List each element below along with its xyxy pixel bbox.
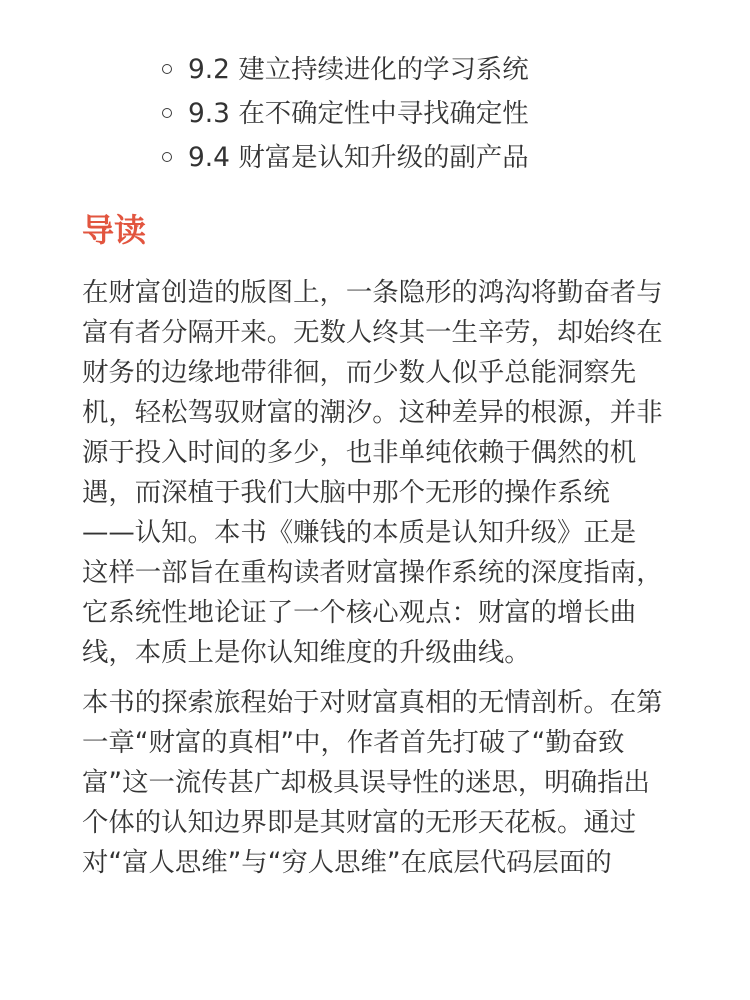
paragraph-line: ——认知。本书《赚钱的本质是认知升级》正是: [82, 517, 637, 548]
paragraph-line: 个体的认知边界即是其财富的无形天花板。通过: [82, 807, 637, 838]
paragraph-line: 机，轻松驾驭财富的潮汐。这种差异的根源，并非: [82, 397, 663, 428]
toc-item-9-2: [0, 48, 750, 92]
paragraph-line: 本书的探索旅程始于对财富真相的无情剖析。在第: [82, 687, 663, 718]
hollow-circle-bullet-icon: [162, 64, 172, 74]
paragraph-line: 源于投入时间的多少，也非单纯依赖于偶然的机: [82, 437, 637, 468]
toc-sublist: [0, 48, 750, 180]
paragraph-line: 富有者分隔开来。无数人终其一生辛劳，却始终在: [82, 317, 663, 348]
toc-item-9-4: [0, 136, 750, 180]
paragraph-line: 一章“财富的真相”中，作者首先打破了“勤奋致: [82, 727, 625, 758]
paragraph-line: 在财富创造的版图上，一条隐形的鸿沟将勤奋者与: [82, 277, 663, 308]
toc-item-label: 9.3 在不确定性中寻找确定性: [188, 98, 529, 129]
intro-paragraph-2: [82, 683, 682, 883]
paragraph-line: 这样一部旨在重构读者财富操作系统的深度指南，: [82, 557, 663, 588]
paragraph-line: 遇，而深植于我们大脑中那个无形的操作系统: [82, 477, 610, 508]
hollow-circle-bullet-icon: [162, 152, 172, 162]
toc-item-label: 9.4 财富是认知升级的副产品: [188, 142, 529, 173]
paragraph-line: 财务的边缘地带徘徊，而少数人似乎总能洞察先: [82, 357, 637, 388]
intro-paragraph-1: [82, 273, 682, 673]
paragraph-line: 线，本质上是你认知维度的升级曲线。: [82, 637, 531, 668]
paragraph-line: 富”这一流传甚广却极具误导性的迷思，明确指出: [82, 767, 650, 798]
paragraph-line: 它系统性地论证了一个核心观点：财富的增长曲: [82, 597, 637, 628]
toc-item-label: 9.2 建立持续进化的学习系统: [188, 54, 529, 85]
section-heading-intro: 导读: [82, 211, 147, 249]
paragraph-line: 对“富人思维”与“穷人思维”在底层代码层面的: [82, 847, 612, 878]
hollow-circle-bullet-icon: [162, 108, 172, 118]
toc-item-9-3: [0, 92, 750, 136]
